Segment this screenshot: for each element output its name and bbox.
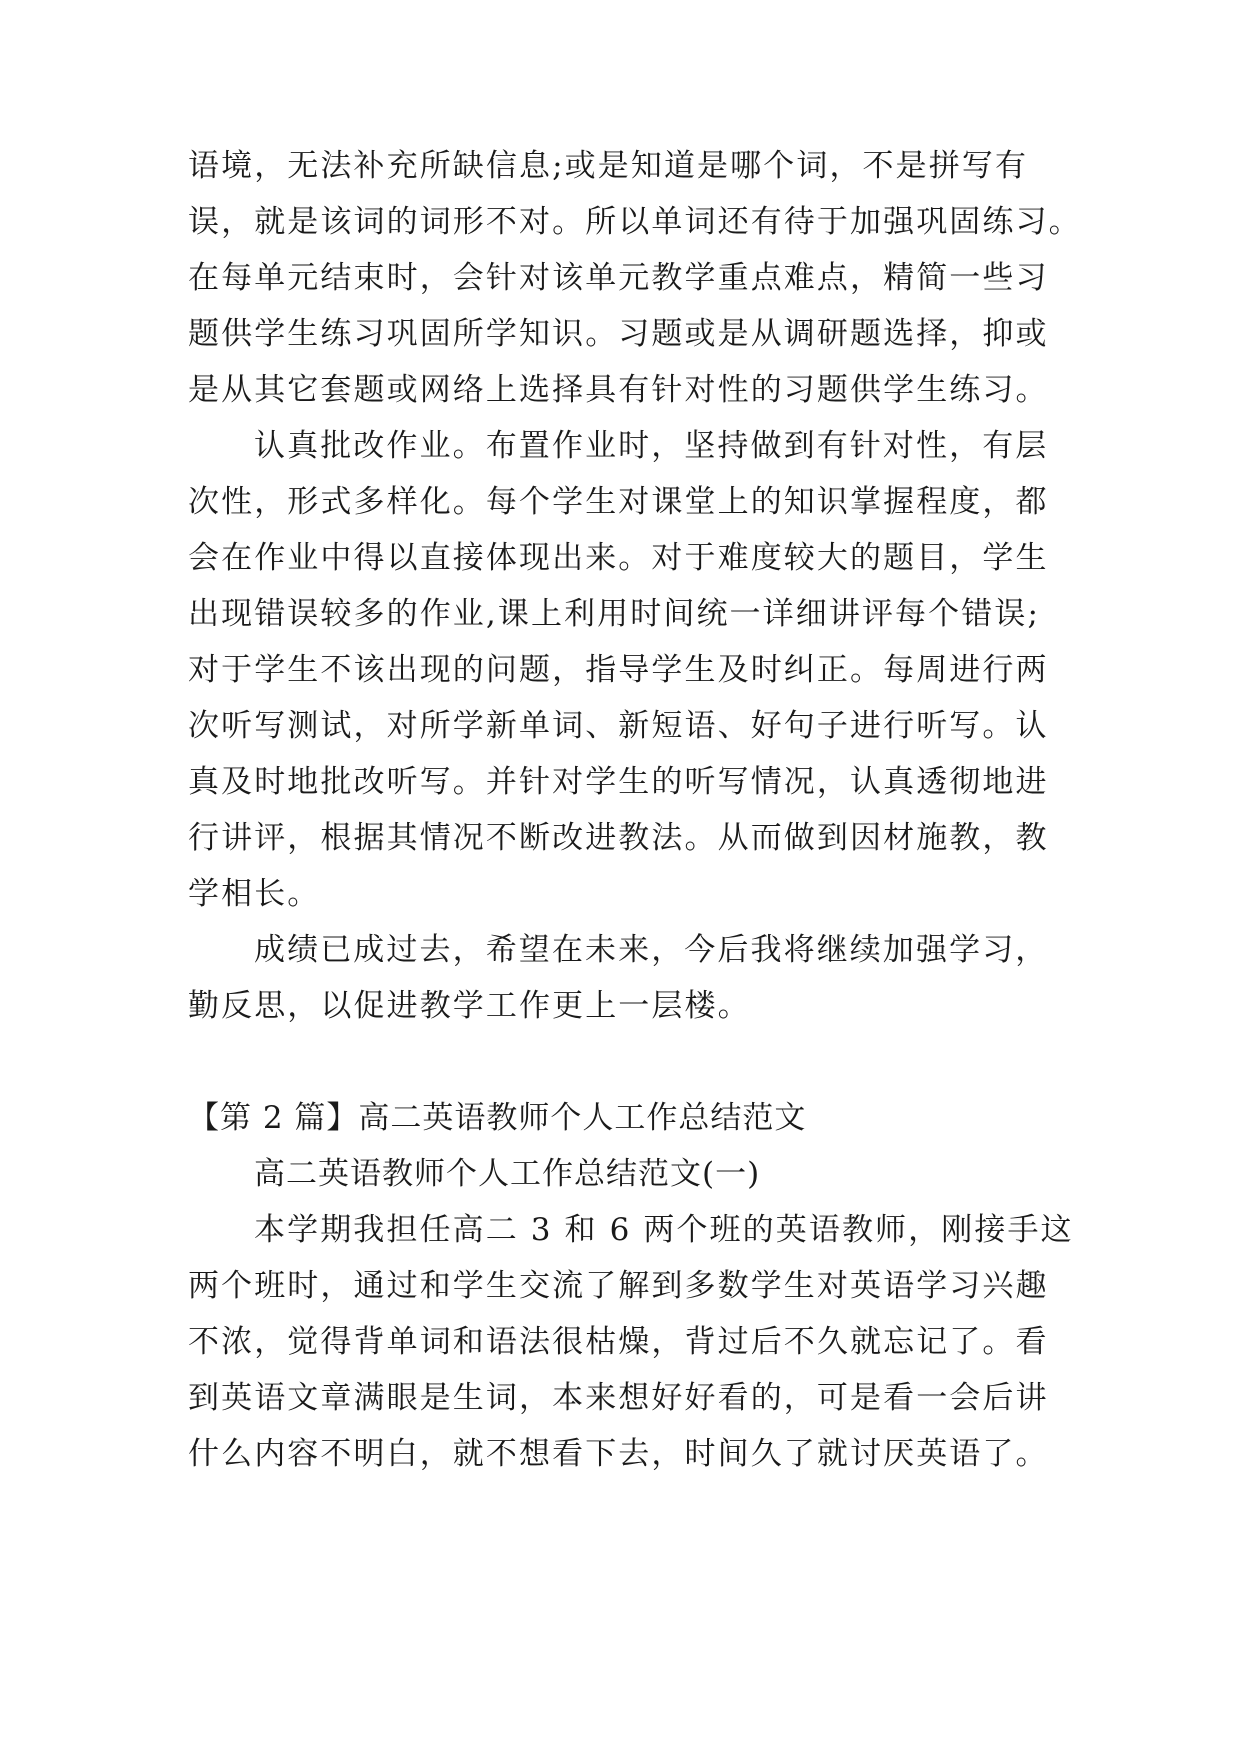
body-text-line: 不浓，觉得背单词和语法很枯燥，背过后不久就忘记了。看 (188, 1324, 1049, 1360)
body-text-line: 什么内容不明白，就不想看下去，时间久了就讨厌英语了。 (188, 1436, 1049, 1472)
body-text-line: 次听写测试，对所学新单词、新短语、好句子进行听写。认 (188, 708, 1049, 744)
body-text-line: 会在作业中得以直接体现出来。对于难度较大的题目，学生 (188, 540, 1049, 576)
section-heading: 【第 2 篇】高二英语教师个人工作总结范文 (188, 1100, 807, 1136)
section-subheading: 高二英语教师个人工作总结范文(一) (254, 1156, 761, 1192)
body-text-line: 误，就是该词的词形不对。所以单词还有待于加强巩固练习。 (188, 204, 1082, 240)
body-text-line: 对于学生不该出现的问题，指导学生及时纠正。每周进行两 (188, 652, 1049, 688)
body-text-line: 行讲评，根据其情况不断改进教法。从而做到因材施教，教 (188, 820, 1049, 856)
body-text-line: 真及时地批改听写。并针对学生的听写情况，认真透彻地进 (188, 764, 1049, 800)
body-text-line: 在每单元结束时，会针对该单元教学重点难点，精简一些习 (188, 260, 1049, 296)
body-text-line: 到英语文章满眼是生词，本来想好好看的，可是看一会后讲 (188, 1380, 1049, 1416)
body-text-line: 出现错误较多的作业,课上利用时间统一详细讲评每个错误; (188, 596, 1040, 632)
body-text-line: 学相长。 (188, 876, 321, 912)
body-text-line: 题供学生练习巩固所学知识。习题或是从调研题选择，抑或 (188, 316, 1049, 352)
body-text-line: 是从其它套题或网络上选择具有针对性的习题供学生练习。 (188, 372, 1049, 408)
body-text-line: 语境，无法补充所缺信息;或是知道是哪个词，不是拼写有 (188, 148, 1029, 184)
body-text-line: 两个班时，通过和学生交流了解到多数学生对英语学习兴趣 (188, 1268, 1049, 1304)
paragraph-start-line: 认真批改作业。布置作业时，坚持做到有针对性，有层 (254, 428, 1049, 464)
body-text-line: 勤反思，以促进教学工作更上一层楼。 (188, 988, 751, 1024)
paragraph-start-line: 本学期我担任高二 3 和 6 两个班的英语教师，刚接手这 (254, 1212, 1074, 1248)
body-text-line: 次性，形式多样化。每个学生对课堂上的知识掌握程度，都 (188, 484, 1049, 520)
paragraph-start-line: 成绩已成过去，希望在未来，今后我将继续加强学习， (254, 932, 1049, 968)
